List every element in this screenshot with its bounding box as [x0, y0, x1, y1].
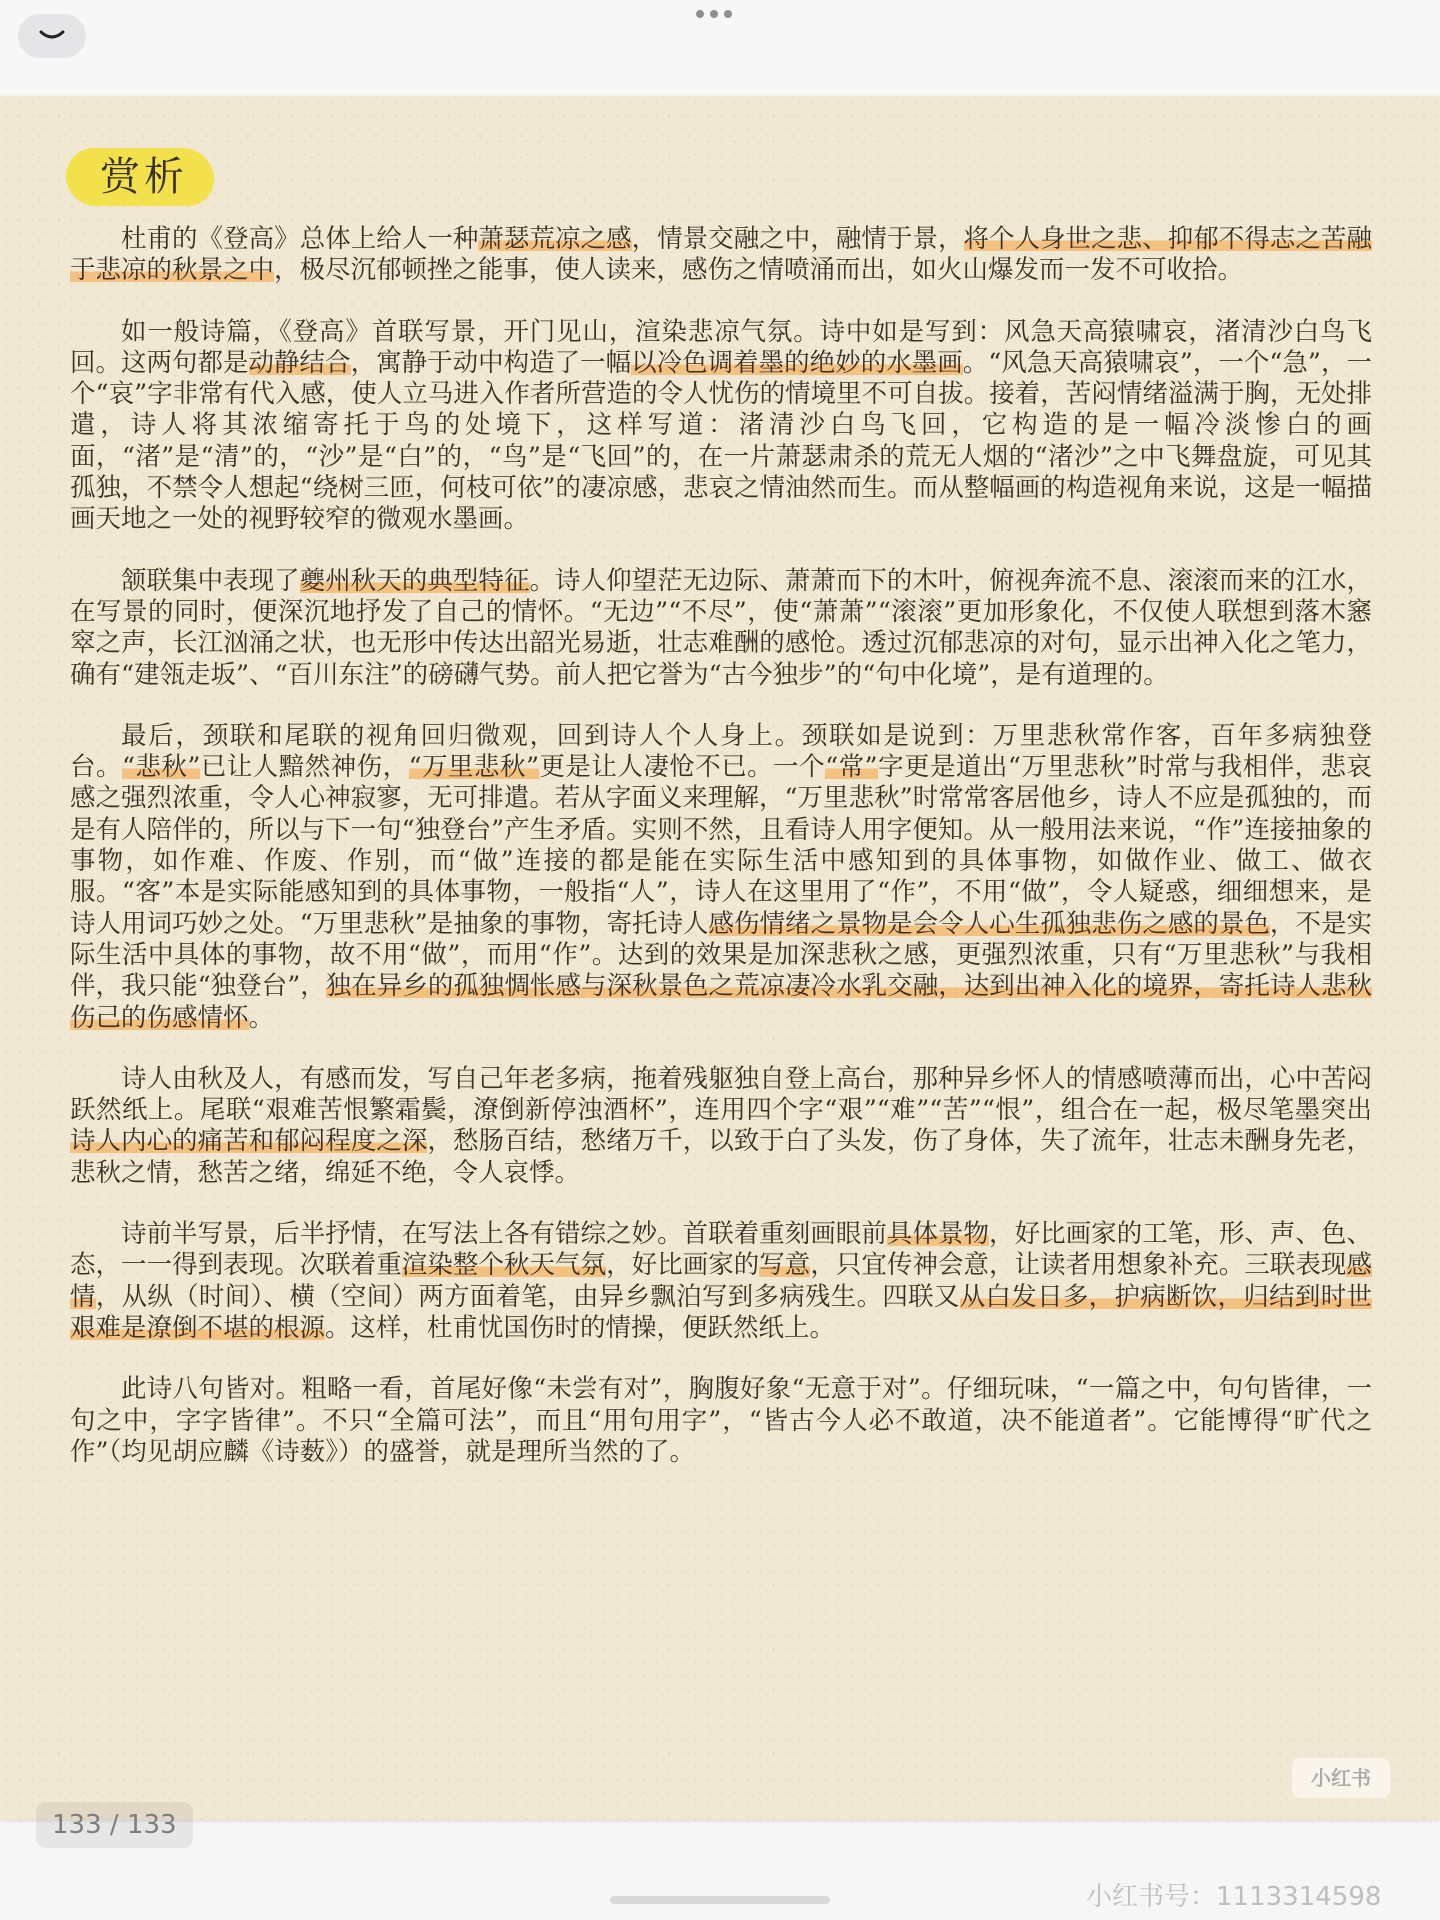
highlighted-text: “悲秋”: [121, 752, 201, 783]
heading-highlight: [66, 148, 188, 208]
more-dots-icon[interactable]: [696, 10, 732, 18]
text-run: ，愁肠百结，愁绪万千，以致于白了头发，伤了身体，失了流年，壮志未酬身先老，悲秋之情，愁苦之绪，绵延不绝，令人哀悸。: [70, 1126, 1372, 1188]
text-run: 此诗八句皆对。粗略一看，首尾好像“未尝有对”，胸腹好象“无意于对”。仔细玩味，“一篇之中，句句皆律，一句之中，字字皆律”。不只“全篇可法”，而且“用句用字”，“皆古今人必不敢道，决不能道者”。它能博得“旷代之作”（均见胡应麟《诗薮》）的盛誉，就是理所当然的了。: [70, 1374, 1372, 1467]
text-run: ，不是实际生活中具体的事物，故不用“做”，而用“作”。达到的效果是加深悲秋之感，更强烈浓重，只有“万里悲秋”与我相伴，我只能“独登台”，: [70, 908, 1372, 1002]
text-run: 更是让人凄怆不已。一个: [539, 752, 826, 783]
paragraph: [70, 1219, 1372, 1344]
highlighted-text: “万里悲秋”: [408, 752, 539, 783]
text-run: ，好比画家的工笔，形、声、色、态，一一得到表现。次联着重: [70, 1219, 1372, 1281]
text-run: ，寓静于动中构造了一幅: [350, 347, 632, 378]
paragraph: [70, 224, 1372, 287]
section-heading: 赏析: [100, 154, 188, 200]
highlighted-text: “常”: [825, 752, 878, 783]
text-run: 诗前半写景，后半抒情，在写法上各有错综之妙。首联着重刻画眼前: [121, 1219, 887, 1250]
paragraph: [70, 1374, 1372, 1468]
highlighted-text: 以冷色调着墨的绝妙的水墨画: [631, 347, 963, 378]
watermark-text: 小红书号：1113314598: [1086, 1882, 1382, 1912]
text-run: 杜甫的《登高》总体上给人一种: [121, 224, 479, 254]
highlighted-text: 感情: [70, 1250, 1372, 1312]
highlighted-text: 具体景物: [886, 1219, 990, 1250]
highlighted-text: 萧瑟荒凉之感: [478, 224, 632, 254]
text-run: 。诗人仰望茫无边际、萧萧而下的木叶，俯视奔流不息、滚滚而来的江水，在写景的同时，便深沉地抒发了自己的情怀。“无边”“不尽”，使“萧萧”“滚滚”更加形象化，不仅使人联想到落木窸窣之声，长江汹涌之状，也无形中传达出韶光易逝，壮志难酬的感怆。透过沉郁悲凉的对句，显示出神入化之笔力，确有“建瓴走坂”、“百川东注”的磅礴气势。前人把它誉为“古今独步”的“句中化境”，是有道理的。: [70, 565, 1372, 690]
text-run: 诗人由秋及人，有感而发，写自己年老多病，拖着残躯独自登上高台，那种异乡怀人的情感喷薄而出，心中苦闷跃然纸上。尾联“艰难苦恨繁霜鬓，潦倒新停浊酒杯”，连用四个字“艰”“难”“苦”“恨”，组合在一起，极尽笔墨突出: [70, 1063, 1372, 1126]
xiaohongshu-badge: 小红书: [1292, 1758, 1390, 1798]
highlighted-text: 夔州秋天的典型特征: [299, 565, 530, 596]
highlighted-text: 从白发日多，护病断饮，归结到时世艰难是潦倒不堪的根源: [70, 1281, 1372, 1343]
page-counter: 133 / 133: [36, 1802, 193, 1848]
top-bar: [0, 0, 1440, 96]
text-run: ，好比画家的: [606, 1250, 760, 1281]
collapse-button[interactable]: [18, 14, 86, 58]
home-indicator: [610, 1896, 830, 1904]
text-run: ，极尽沉郁顿挫之能事，使人读来，感伤之情喷涌而出，如火山爆发而一发不可收拾。: [274, 255, 1244, 286]
document-page: [0, 96, 1440, 1820]
text-run: ，只宜传神会意，让读者用想象补充。三联表现: [810, 1250, 1347, 1281]
highlighted-text: 渲染整个秋天气氛: [401, 1250, 607, 1281]
text-run: ，情景交融之中，融情于景，: [631, 224, 964, 254]
text-run: 已让人黯然神伤，: [200, 752, 409, 783]
text-run: 字更是道出“万里悲秋”时常与我相伴，悲哀感之强烈浓重，令人心神寂寥，无可排遣。若从字面义来理解，“万里悲秋”时常常客居他乡，诗人不应是孤独的，而是有人陪伴的，所以与下一句“独登台”产生矛盾。实则不然，且看诗人用字便知。从一般用法来说，“作”连接抽象的事物，如作难、作废、作别，而“做”连接的都是能在实际生活中感知到的具体事物，如做作业、做工、做衣服。“客”本是实际能感知到的具体事物，一般指“人”，诗人在这里用了“作”，不用“做”，令人疑惑，细细想来，是诗人用词巧妙之处。“万里悲秋”是抽象的事物，寄托诗人: [70, 752, 1372, 939]
text-run: 。: [248, 1002, 275, 1033]
paragraph: [70, 317, 1372, 536]
chevron-down-icon: [38, 29, 66, 43]
text-run: 如一般诗篇，《登高》首联写景，开门见山，渲染悲凉气氛。诗中如是写到：风急天高猿啸哀，渚清沙白鸟飞回。这两句都是: [70, 316, 1372, 378]
article-body: [70, 224, 1372, 1498]
text-run: 最后，颈联和尾联的视角回归微观，回到诗人个人身上。颈联如是说到：万里悲秋常作客，百年多病独登台。: [70, 720, 1372, 783]
text-run: 。这样，杜甫忧国伤时的情操，便跃然纸上。: [325, 1312, 836, 1343]
text-run: 。“风急天高猿啸哀”，一个“急”，一个“哀”字非常有代入感，使人立马进入作者所营造的令人忧伤的情境里不可自拔。接着，苦闷情绪溢满于胸，无处排遣，诗人将其浓缩寄托于鸟的处境下，这样写道：渚清沙白鸟飞回，它构造的是一幅冷淡惨白的画面，“渚”是“清”的，“沙”是“白”的，“鸟”是“飞回”的，在一片萧瑟肃杀的荒无人烟的“渚沙”之中飞舞盘旋，可见其孤独，不禁令人想起“绕树三匝，何枝可依”的凄凉感，悲哀之情油然而生。而从整幅画的构造视角来说，这是一幅描画天地之一处的视野较窄的微观水墨画。: [70, 347, 1372, 535]
paragraph: [70, 1064, 1372, 1189]
highlighted-text: 独在异乡的孤独惆怅感与深秋景色之荒凉凄冷水乳交融，达到出神入化的境界，寄托诗人悲秋伤己的伤感情怀: [70, 971, 1372, 1033]
paragraph: [70, 566, 1372, 691]
highlighted-text: 将个人身世之悲、抑郁不得志之苦融于悲凉的秋景之中: [70, 224, 1372, 286]
highlighted-text: 诗人内心的痛苦和郁闷程度之深: [70, 1126, 428, 1157]
text-run: 颔联集中表现了: [121, 565, 300, 596]
paragraph: [70, 721, 1372, 1034]
text-run: ，从纵（时间）、横（空间）两方面着笔，由异乡飘泊写到多病残生。四联又: [95, 1281, 960, 1312]
highlighted-text: 写意: [759, 1250, 811, 1281]
highlighted-text: 感伤情绪之景物是会令人心生孤独悲伤之感的景色: [708, 908, 1270, 939]
highlighted-text: 动静结合: [248, 347, 351, 378]
